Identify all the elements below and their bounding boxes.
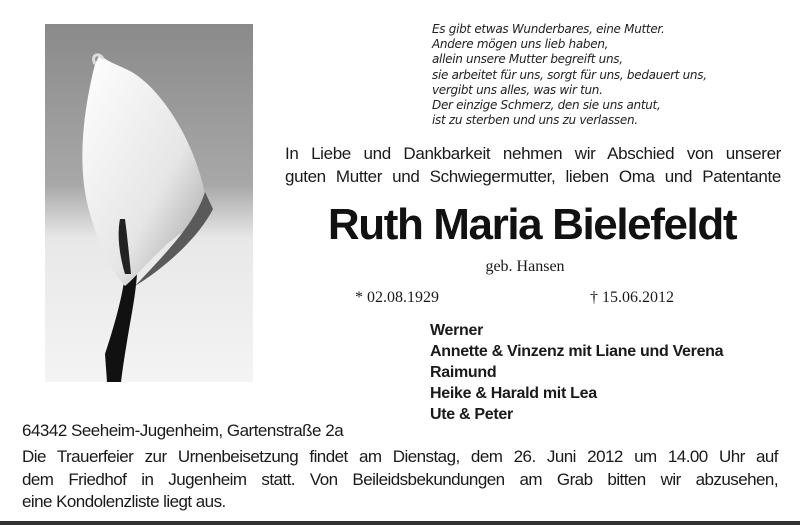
maiden-name: geb. Hansen bbox=[485, 258, 565, 275]
calla-lily-photo bbox=[45, 24, 253, 382]
family-member: Annette & Vinzenz mit Liane und Verena bbox=[430, 343, 724, 360]
family-member: Werner bbox=[430, 322, 484, 339]
poem-line: vergibt uns alles, was wir tun. bbox=[432, 82, 603, 97]
poem-line: Der einzige Schmerz, den sie uns antut, bbox=[432, 98, 661, 113]
intro-text bbox=[285, 142, 781, 188]
address: 64342 Seeheim-Jugenheim, Gartenstraße 2a bbox=[22, 421, 344, 440]
poem-line: ist zu sterben und uns zu verlassen. bbox=[432, 113, 638, 128]
deceased-name: Ruth Maria Bielefeldt bbox=[327, 200, 737, 249]
poem bbox=[432, 22, 707, 128]
birth-date: * 02.08.1929 bbox=[355, 289, 439, 306]
family-member: Ute & Peter bbox=[430, 406, 513, 423]
service-line: dem Friedhof in Jugenheim statt. Von Beileidsbekundungen am Grab bitten wir abzusehen, bbox=[22, 469, 778, 489]
family-list bbox=[430, 320, 723, 425]
service-info bbox=[22, 446, 778, 514]
service-line: Die Trauerfeier zur Urnenbeisetzung findet am Dienstag, dem 26. Juni 2012 um 14.00 Uhr auf bbox=[22, 447, 778, 466]
service-line: eine Kondolenzliste liegt aus. bbox=[22, 492, 226, 511]
intro-line: In Liebe und Dankbarkeit nehmen wir Abschied von unserer bbox=[285, 144, 781, 163]
poem-line: allein unsere Mutter begreift uns, bbox=[432, 52, 623, 67]
family-member: Raimund bbox=[430, 364, 497, 381]
poem-line: Es gibt etwas Wunderbares, eine Mutter. bbox=[432, 22, 665, 36]
poem-line: sie arbeitet für uns, sorgt für uns, bedauert uns, bbox=[432, 67, 707, 82]
family-member: Heike & Harald mit Lea bbox=[430, 385, 597, 402]
intro-line: guten Mutter und Schwiegermutter, lieben Oma und Patentante bbox=[285, 167, 781, 186]
death-date: † 15.06.2012 bbox=[590, 289, 674, 306]
poem-line: Andere mögen uns lieb haben, bbox=[432, 37, 609, 52]
